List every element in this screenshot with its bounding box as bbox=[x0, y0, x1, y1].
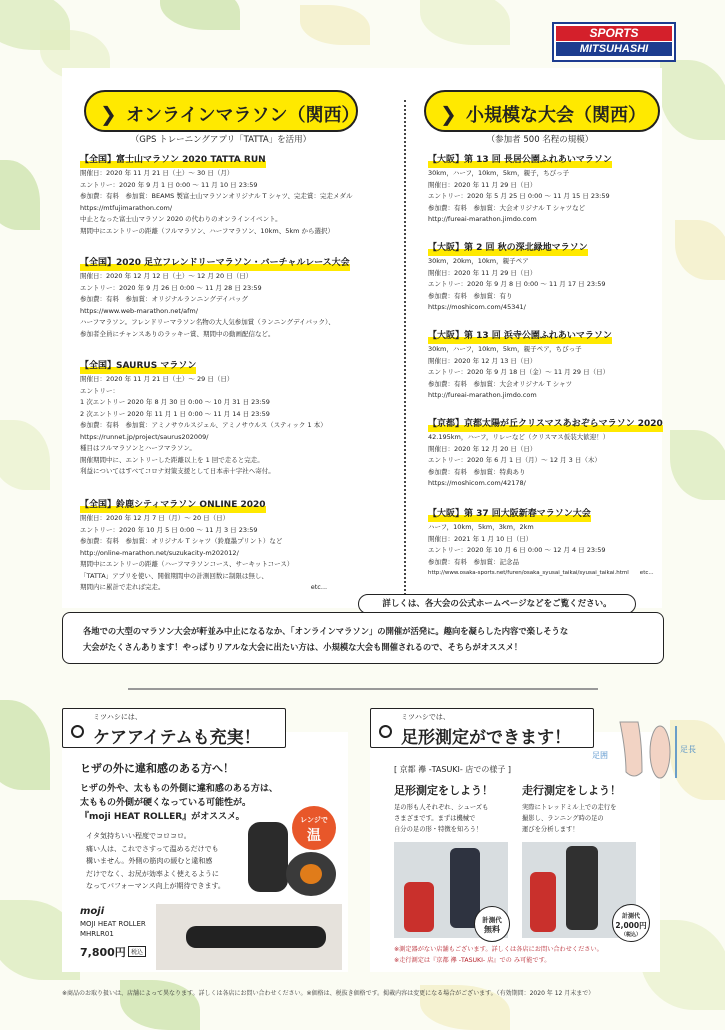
circle-icon bbox=[71, 725, 84, 738]
event-line: 参加費：有料 参加賞：記念品 bbox=[428, 557, 519, 566]
logo-line-1: SPORTS bbox=[556, 26, 672, 41]
event-line: 期間中にエントリーの距離（フルマラソン、ハーフマラソン、10km、5km から選択） bbox=[80, 226, 335, 235]
event-line: http://fureai-marathon.jimdo.com bbox=[428, 391, 537, 399]
care-lead bbox=[80, 782, 278, 824]
event-title: 【全国】鈴鹿シティマラソン ONLINE 2020 bbox=[80, 497, 266, 513]
online-subtitle: （GPS トレーニングアプリ「TATTA」を活用） bbox=[130, 135, 312, 145]
event-line: 開催日：2020 年 11 月 29 日（日） bbox=[428, 180, 537, 189]
small-subtitle: （参加者 500 名程の規模） bbox=[486, 135, 594, 145]
heat-roller-end-image bbox=[286, 852, 336, 896]
foot-notes bbox=[394, 944, 603, 966]
fee-label: 計測代 bbox=[482, 916, 502, 924]
event-title: 【全国】SAURUS マラソン bbox=[80, 358, 196, 374]
care-kicker: ミツハシには、 bbox=[93, 713, 142, 721]
care-body-line: だけでなく、お尻が効率よく使えるように bbox=[86, 869, 219, 878]
event-title: 【全国】2020 足立フレンドリーマラソン・バーチャルレース大会 bbox=[80, 255, 350, 271]
event-line: エントリー： bbox=[80, 386, 119, 395]
heat-roller-image bbox=[248, 822, 288, 892]
event-line: 参加費：有料 参加賞：BEAMS 製富士山マラソンオリジナル T シャツ、完走賞：完走メダル bbox=[80, 192, 353, 200]
event-line: 期間内に累計で走れば完走。 etc... bbox=[80, 583, 328, 591]
event-line: エントリー：2020 年 6 月 1 日（月）～ 12 月 3 日（木） bbox=[428, 456, 601, 464]
microwave-badge bbox=[292, 806, 336, 850]
event-line: 2 次エントリー 2020 年 11 月 1 日 0:00 ～ 11 月 14 日 23:59 bbox=[80, 409, 270, 418]
event-line: 開催日：2020 年 12 月 13 日（日） bbox=[428, 356, 537, 365]
event-line: エントリー：2020 年 9 月 18 日（金）～ 11 月 29 日（日） bbox=[428, 368, 610, 376]
care-body-line: イタ気持ちいい程度でコロコロ。 bbox=[86, 832, 191, 840]
foot-text-line: 撮影し、ランニング時の足の bbox=[522, 815, 604, 822]
foot-heading-2: 走行測定をしよう！ bbox=[522, 784, 621, 797]
event-line: エントリー：2020 年 9 月 1 日 0:00 ～ 11 月 10 日 23:59 bbox=[80, 180, 258, 189]
care-lead-line: 『moji HEAT ROLLER』がオススメ。 bbox=[80, 812, 245, 822]
foot-text-2 bbox=[522, 802, 616, 835]
small-title-pill bbox=[424, 90, 660, 132]
event-line: 利益についてはすべてコロナ対策支援として日本赤十字社へ寄付。 bbox=[80, 467, 275, 475]
care-title: ケアアイテムも充実！ bbox=[93, 728, 261, 748]
online-title: オンラインマラソン（関西） bbox=[126, 105, 360, 126]
event-line: https://moshicom.com/45341/ bbox=[428, 303, 526, 311]
small-event bbox=[428, 328, 612, 402]
event-title: 【大阪】第 37 回大阪新春マラソン大会 bbox=[428, 506, 591, 522]
foot-text-1 bbox=[394, 802, 488, 835]
small-event bbox=[428, 506, 654, 580]
care-lead-line: 太ももの外側が硬くなっている可能性が。 bbox=[80, 798, 252, 808]
event-line: 中止となった富士山マラソン 2020 の代わりのオンラインイベント。 bbox=[80, 215, 282, 223]
event-line: 開催日：2020 年 11 月 21 日（土）～ 30 日（月） bbox=[80, 169, 234, 177]
section-divider bbox=[128, 688, 598, 690]
event-line: 42.195km，ハーフ，リレーなど（クリスマス仮装大歓迎！） bbox=[428, 433, 610, 441]
column-divider bbox=[404, 100, 406, 595]
foot-text-line: さまざまです。まずは機械で bbox=[394, 815, 476, 822]
foot-heading-1: 足形測定をしよう！ bbox=[394, 784, 493, 797]
event-line: エントリー：2020 年 9 月 8 日 0:00 ～ 11 月 17 日 23:59 bbox=[428, 280, 606, 288]
event-title: 【大阪】第 2 回 秋の深北緑地マラソン bbox=[428, 240, 588, 256]
small-title: 小規模な大会（関西） bbox=[466, 105, 646, 126]
care-body bbox=[86, 830, 225, 893]
event-title: 【大阪】第 13 回 浜寺公園ふれあいマラソン bbox=[428, 328, 612, 344]
event-line: 開催日：2020 年 12 月 12 日（土）～ 12 月 20 日（日） bbox=[80, 272, 253, 280]
badge-text: レンジで bbox=[300, 816, 328, 824]
event-line: 参加費：有料 参加賞：アミノサウルスジェル、アミノサウルス（スティック 1 本） bbox=[80, 421, 327, 429]
logo-line-2: MITSUHASHI bbox=[556, 42, 672, 56]
summary-box bbox=[62, 612, 664, 664]
event-line: 30km，20km，10km，親子ペア bbox=[428, 257, 529, 265]
event-line: https://mtfujimarathon.com/ bbox=[80, 203, 173, 212]
foot-text-line: 自分の足の形・特徴を知ろう！ bbox=[394, 826, 483, 833]
event-title: 【京都】京都太陽が丘クリスマスあおぞらマラソン 2020 bbox=[428, 416, 663, 432]
event-line: エントリー：2020 年 5 月 25 日 0:00 ～ 11 月 15 日 23:59 bbox=[428, 192, 610, 200]
event-line: 種目はフルマラソンとハーフマラソン。 bbox=[80, 444, 196, 452]
care-lead-line: ヒザの外や、太ももの外側に違和感のある方は、 bbox=[80, 784, 278, 794]
fee-tax: （税込） bbox=[620, 932, 641, 938]
foot-tag bbox=[370, 708, 594, 748]
fee-paid-badge bbox=[612, 904, 650, 942]
foot-width-label: 足囲 bbox=[592, 751, 608, 760]
event-line: 参加者全員にチャンスありのラッキー賞、期間中の動画配信など。 bbox=[80, 329, 275, 338]
event-line: 参加費：有料 参加賞：特典あり bbox=[428, 467, 526, 476]
care-headline: ヒザの外に違和感のある方へ！ bbox=[80, 762, 234, 775]
event-line: 参加費：有料 参加賞：大会オリジナル T シャツ bbox=[428, 379, 573, 388]
summary-line: 大会がたくさんあります！やっぱりリアルな大会に出たい方は、小規模な大会も開催されるので、そちらがオススメ！ bbox=[83, 642, 523, 652]
badge-text: 温 bbox=[307, 828, 321, 844]
small-event bbox=[428, 152, 612, 226]
online-event bbox=[80, 255, 350, 340]
event-line: エントリー：2020 年 10 月 5 日 0:00 ～ 11 月 3 日 23:59 bbox=[80, 525, 258, 534]
product-code: MHRLR01 bbox=[80, 930, 114, 938]
online-title-pill bbox=[84, 90, 358, 132]
foot-length-label: 足長 bbox=[680, 745, 696, 754]
store-caption: [ 京都 襷 -TASUKI- 店での様子 ] bbox=[394, 765, 512, 774]
event-line: 30km，ハーフ，10km，5km，親子ペア，ちびっ子 bbox=[428, 345, 582, 353]
event-line: 30km，ハーフ，10km，5km，親子，ちびっ子 bbox=[428, 169, 570, 177]
event-title: 【大阪】第 13 回 長居公園ふれあいマラソン bbox=[428, 152, 612, 168]
foot-text-line: 足の形も人それぞれ、シューズも bbox=[394, 804, 489, 811]
care-body-line: 痛い人は、これでさすって温めるだけでも bbox=[86, 844, 219, 853]
event-line: https://www.web-marathon.net/afm/ bbox=[80, 306, 198, 315]
chevron-right-icon: ❯ bbox=[100, 102, 117, 126]
fee-label: 計測代 bbox=[621, 913, 640, 920]
brand-logo bbox=[552, 22, 676, 62]
care-tag bbox=[62, 708, 286, 748]
event-line: 参加費：有料 参加賞：オリジナルランニングデイバッグ bbox=[80, 295, 248, 303]
official-site-note: 詳しくは、各大会の公式ホームページなどをご覧ください。 bbox=[358, 594, 636, 614]
online-event bbox=[80, 497, 327, 594]
event-line: 開催日：2020 年 11 月 21 日（土）～ 29 日（日） bbox=[80, 375, 234, 383]
foot-kicker: ミツハシでは、 bbox=[401, 713, 450, 721]
online-event bbox=[80, 152, 353, 237]
footer-disclaimer: ※商品のお取り扱いは、店舗によって異なります。詳しくは各店にお問い合わせください。※価格は、税抜き価格です。掲載内容は変更になる場合がございます。（有効期間：2020 年 12 月末まで） bbox=[62, 990, 595, 997]
care-body-line: 構いません。外側の筋肉の緩むと違和感 bbox=[86, 857, 213, 865]
foot-text-line: 運びを分析します！ bbox=[522, 826, 579, 833]
circle-icon bbox=[379, 725, 392, 738]
foot-note-line: ※走行測定は『京都 襷 -TASUKI- 店』での み可能です。 bbox=[394, 957, 551, 964]
event-line: 開催日：2020 年 12 月 20 日（日） bbox=[428, 444, 537, 453]
event-line: 開催期間中に、エントリーした距離以上を 1 回で走ると完走。 bbox=[80, 455, 264, 464]
foot-title: 足形測定ができます！ bbox=[401, 728, 571, 748]
product-price: 7,800円 bbox=[80, 946, 126, 959]
summary-line: 各地での大型のマラソン大会が軒並み中止になるなか、「オンラインマラソン」の開催が活発に。趣向を凝らした内容で楽しそうな bbox=[83, 626, 569, 636]
event-line: 「TATTA」アプリを使い、開催期間中の計測回数に制限は無し、 bbox=[80, 571, 268, 580]
product-name: MOJI HEAT ROLLER bbox=[80, 920, 146, 928]
small-event bbox=[428, 416, 663, 490]
event-line: 期間中にエントリーの距離（ハーフマラソンコース、サーキットコース） bbox=[80, 560, 294, 568]
event-line: 参加費：有料 参加賞：オリジナル T シャツ（鈴鹿墨プリント）など bbox=[80, 537, 283, 545]
event-line: 開催日：2020 年 11 月 29 日（日） bbox=[428, 268, 537, 277]
small-event bbox=[428, 240, 605, 314]
fee-value: 2,000円 bbox=[615, 921, 647, 930]
event-line: 参加費：有料 参加賞：有り bbox=[428, 291, 513, 300]
fee-value: 無料 bbox=[484, 925, 500, 934]
event-line: http://fureai-marathon.jimdo.com bbox=[428, 215, 537, 223]
event-line: 開催日：2020 年 12 月 7 日（月）～ 20 日（日） bbox=[80, 514, 230, 522]
moji-logo: moji bbox=[80, 906, 105, 917]
event-line: ハーフマラソン。フレンドリーマラソン名物の大人気参加賞（ランニングデイバック）、 bbox=[80, 318, 335, 326]
online-event bbox=[80, 358, 327, 478]
event-line: 参加費：有料 参加賞：大会オリジナル T シャツなど bbox=[428, 203, 586, 212]
chevron-right-icon: ❯ bbox=[440, 102, 457, 126]
event-line: エントリー：2020 年 9 月 26 日 0:00 ～ 11 月 28 日 23:59 bbox=[80, 283, 262, 292]
foot-note-line: ※測定器がない店舗もございます。詳しくは各店にお問い合わせください。 bbox=[394, 946, 603, 953]
event-line: http://www.osaka-sports.net/furen/osaka_syusai_taikai/syusai_taikai.html etc... bbox=[428, 570, 654, 576]
fee-free-badge bbox=[474, 906, 510, 942]
event-line: エントリー：2020 年 10 月 6 日 0:00 ～ 12 月 4 日 23:59 bbox=[428, 546, 606, 554]
stretch-photo bbox=[156, 904, 342, 970]
store-name: 京都 襷 -TASUKI- 店での様子 bbox=[399, 765, 506, 774]
event-line: https://runnet.jp/project/saurus202009/ bbox=[80, 432, 209, 441]
event-line: 開催日：2021 年 1 月 10 日（日） bbox=[428, 534, 533, 543]
event-line: https://moshicom.com/42178/ bbox=[428, 479, 526, 487]
event-title: 【全国】富士山マラソン 2020 TATTA RUN bbox=[80, 152, 266, 168]
tax-label: 税込 bbox=[128, 946, 146, 957]
event-line: ハーフ，10km，5km，3km，2km bbox=[428, 523, 534, 531]
foot-icon bbox=[612, 712, 682, 784]
event-line: 1 次エントリー 2020 年 8 月 30 日 0:00 ～ 10 月 31 日 23:59 bbox=[80, 398, 270, 406]
care-body-line: なってパフォーマンス向上が期待できます。 bbox=[86, 882, 225, 890]
foot-text-line: 実際にトレッドミル上での走行を bbox=[522, 804, 617, 811]
event-line: http://online-marathon.net/suzukacity-m202012/ bbox=[80, 548, 239, 557]
